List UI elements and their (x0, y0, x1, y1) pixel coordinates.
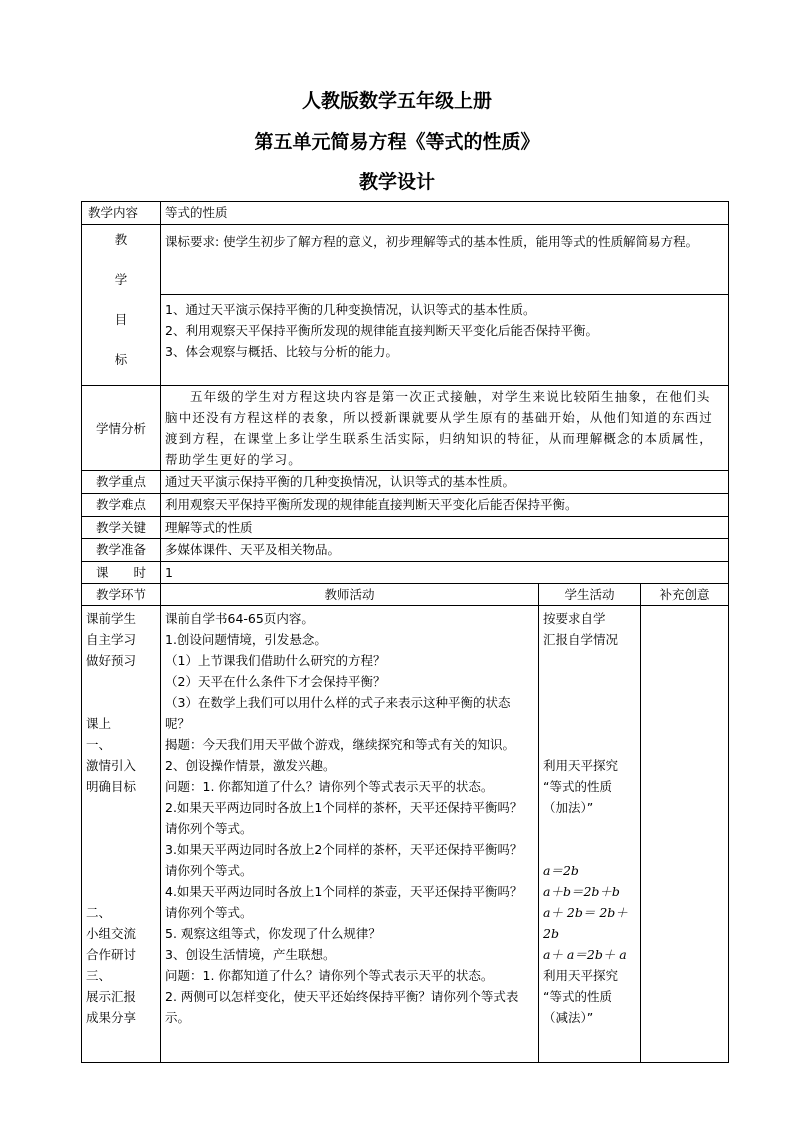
header-creative: 补充创意 (641, 584, 729, 606)
row-preparation (82, 539, 729, 562)
teacher-line: 问题：1. 你都知道了什么？请你列个等式表示天平的状态。 (165, 968, 494, 983)
student-line: 按要求自学 (543, 611, 606, 626)
value-analysis: 五年级的学生对方程这块内容是第一次正式接触，对学生来说比较陌生抽象，在他们头脑中还没有方程这样的表象，所以授新课就要从学生原有的基础开始，从他们知道的东西过渡到方程，在课堂上多让学生联系生活实际，归纳知识的特征，从而理解概念的本质属性，帮助学生更好的学习。 (161, 386, 729, 471)
label-difficult-point: 教学难点 (82, 494, 161, 517)
title-textbook: 人教版数学五年级上册 (301, 90, 492, 112)
teacher-line: 4.如果天平两边同时各放上1个同样的茶壶，天平还保持平衡吗？请你列个等式。 (165, 884, 523, 920)
label-key-point: 教学重点 (82, 471, 161, 494)
label-preparation: 教学准备 (82, 539, 161, 562)
student-line: 汇报自学情况 (543, 632, 619, 647)
student-equation: 2b (543, 926, 559, 941)
stage-line: 合作研讨 (86, 947, 137, 962)
row-key-point (82, 471, 729, 494)
cell-student-activity (539, 606, 641, 1063)
teacher-line: 课前自学书64-65页内容。 (165, 611, 314, 626)
row-crux (82, 517, 729, 539)
student-line: （加法）” (543, 800, 594, 815)
label-goals-char: 学 (114, 272, 128, 287)
header-teacher: 教师活动 (161, 584, 539, 606)
lesson-plan-table (81, 201, 729, 1063)
goal-item: 1、通过天平演示保持平衡的几种变换情况，认识等式的基本性质。 (165, 301, 536, 317)
teacher-line: （1）上节课我们借助什么研究的方程？ (165, 653, 386, 668)
teacher-line: 5. 观察这组等式，你发现了什么规律？ (165, 926, 381, 941)
student-equation: a＋b＝2b＋b (543, 884, 620, 899)
teacher-line: 揭题：今天我们用天平做个游戏，继续探究和等式有关的知识。 (165, 737, 516, 752)
value-crux: 理解等式的性质 (161, 517, 729, 539)
label-hours: 课 时 (82, 562, 161, 584)
stage-line (86, 692, 156, 713)
stage-line: 课上 (86, 716, 112, 731)
goals-requirement: 课标要求: 使学生初步了解方程的意义，初步理解等式的基本性质，能用等式的性质解简易方程。 (161, 225, 729, 295)
value-content: 等式的性质 (161, 202, 729, 225)
row-content (82, 202, 729, 225)
stage-line: 成果分享 (86, 1010, 137, 1025)
header-student: 学生活动 (539, 584, 641, 606)
goal-item: 3、体会观察与概括、比较与分析的能力。 (165, 343, 398, 359)
row-hours (82, 562, 729, 584)
student-spacer (543, 650, 636, 755)
teacher-line: 3.如果天平两边同时各放上2个同样的茶杯，天平还保持平衡吗？请你列个等式。 (165, 842, 523, 878)
student-equation: a＝2b (543, 863, 579, 878)
value-preparation: 多媒体课件、天平及相关物品。 (161, 539, 729, 562)
cell-teacher-activity (161, 606, 539, 1063)
teacher-line: 问题：1. 你都知道了什么？请你列个等式表示天平的状态。 (165, 779, 494, 794)
stage-line (86, 671, 156, 692)
teacher-line: （3）在数学上我们可以用什么样的式子来表示这种平衡的状态呢？ (165, 695, 511, 731)
teacher-line: 1.创设问题情境，引发悬念。 (165, 632, 327, 647)
student-equation: a＋ a＝2b＋ a (543, 947, 627, 962)
teacher-line: 2、创设操作情景，激发兴趣。 (165, 758, 336, 773)
stage-line: 做好预习 (86, 653, 137, 668)
stage-line: 课前学生 (86, 611, 137, 626)
stage-line: 展示汇报 (86, 989, 137, 1004)
student-spacer (543, 818, 636, 860)
label-goals-char: 目 (114, 312, 128, 327)
goals-items (161, 294, 729, 385)
teacher-line: 3、创设生活情境，产生联想。 (165, 947, 336, 962)
stage-spacer (86, 797, 156, 902)
student-line: “等式的性质 (543, 779, 612, 794)
teacher-line: 2. 两侧可以怎样变化，使天平还始终保持平衡？请你列个等式表示。 (165, 989, 519, 1025)
row-goals-items (82, 294, 729, 385)
label-goals-char: 标 (114, 352, 128, 367)
teacher-line: 2.如果天平两边同时各放上1个同样的茶杯，天平还保持平衡吗？请你列个等式。 (165, 800, 523, 836)
title-design: 教学设计 (358, 171, 435, 193)
label-content: 教学内容 (82, 202, 161, 225)
stage-line: 二、 (86, 905, 112, 920)
label-goals (82, 225, 161, 386)
label-crux: 教学关键 (82, 517, 161, 539)
row-process (82, 606, 729, 1063)
header-stage: 教学环节 (82, 584, 161, 606)
stage-line: 一、 (86, 737, 112, 752)
student-equation: a＋ 2b＝ 2b＋ (543, 905, 628, 920)
cell-stages (82, 606, 161, 1063)
title-block (0, 80, 794, 202)
stage-line: 小组交流 (86, 926, 137, 941)
cell-creative (641, 606, 729, 1063)
teacher-line: （2）天平在什么条件下才会保持平衡？ (165, 674, 386, 689)
stage-line: 明确目标 (86, 779, 137, 794)
value-key-point: 通过天平演示保持平衡的几种变换情况，认识等式的基本性质。 (161, 471, 729, 494)
label-analysis: 学情分析 (82, 386, 161, 471)
row-analysis (82, 386, 729, 471)
row-column-headers (82, 584, 729, 606)
student-line: “等式的性质 (543, 989, 612, 1004)
value-difficult-point: 利用观察天平保持平衡所发现的规律能直接判断天平变化后能否保持平衡。 (161, 494, 729, 517)
row-difficult-point (82, 494, 729, 517)
student-line: 利用天平探究 (543, 968, 619, 983)
label-goals-char: 教 (114, 232, 128, 247)
value-hours: 1 (161, 562, 729, 584)
row-goals-requirement (82, 225, 729, 295)
goal-item: 2、利用观察天平保持平衡所发现的规律能直接判断天平变化后能否保持平衡。 (165, 322, 598, 338)
title-unit: 第五单元简易方程《等式的性质》 (254, 131, 540, 153)
stage-line: 三、 (86, 968, 112, 983)
student-line: （减法）” (543, 1010, 594, 1025)
student-line: 利用天平探究 (543, 758, 619, 773)
stage-line: 自主学习 (86, 632, 137, 647)
stage-line: 激情引入 (86, 758, 137, 773)
